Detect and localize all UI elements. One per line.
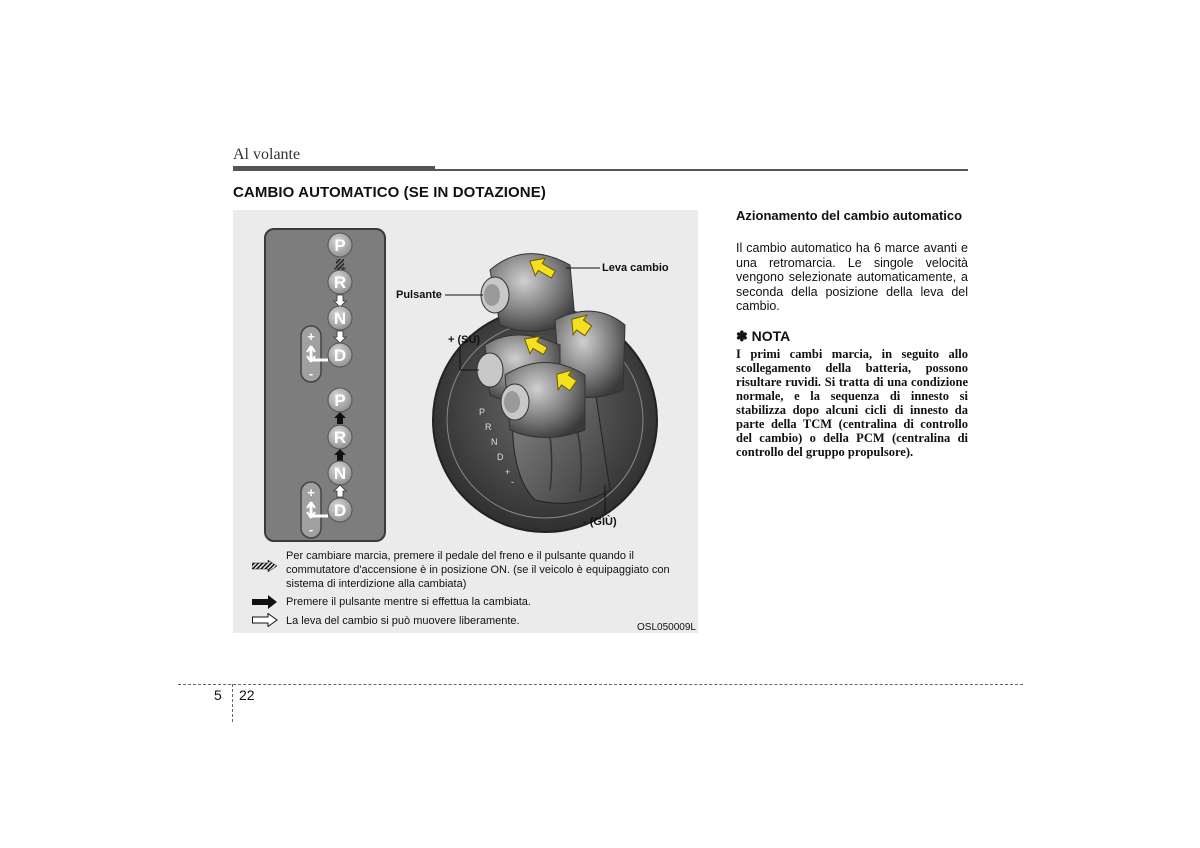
gear-shifter-illustration (395, 230, 695, 540)
outline-arrow-icon (334, 295, 346, 307)
legend-text-black: Premere il pulsante mentre si effettua la cambiata. (286, 596, 531, 608)
footer-divider (232, 684, 233, 722)
gear-n-label: N (333, 464, 347, 483)
hatched-arrow-icon (252, 560, 278, 572)
black-arrow-icon (334, 449, 346, 461)
header-bar (233, 166, 435, 171)
plus-sign: + (307, 485, 315, 500)
black-arrow-icon (334, 412, 346, 424)
page-chapter-number: 5 (214, 687, 222, 703)
gear-n-label: N (333, 309, 347, 328)
shift-button (477, 353, 503, 387)
console-mark-d: D (497, 452, 504, 462)
console-mark-minus: - (511, 477, 514, 487)
legend-text-hatched: Per cambiare marcia, premere il pedale del freno e il pulsante quando il commutatore d'accensione è in posizione ON. (se il veicolo è equipaggiato con sistema di interdizione alla cambiata) (286, 550, 670, 590)
page-number: 22 (239, 687, 255, 703)
minus-sign: - (308, 522, 314, 537)
black-arrow-icon (252, 595, 278, 609)
console-mark-p: P (479, 407, 486, 417)
gear-d-label: D (333, 501, 347, 520)
plus-sign: + (307, 329, 315, 344)
gear-d-label: D (333, 346, 347, 365)
callout-su: + (SU) (448, 334, 481, 346)
console-mark-n: N (491, 437, 498, 447)
hatched-arrow-icon (336, 259, 344, 269)
outline-arrow-icon (252, 613, 278, 627)
nota-body: I primi cambi marcia, in seguito allo scollegamento della batteria, possono risultare ruvidi. Si tratta di una condizione normale, e la sequenza di innesto si stabilizza dopo alcuni cicli di innesto da parte della TCM (centralina di controllo del cambio) o della PCM (centralina di controllo del gruppo propulsore). (736, 347, 968, 459)
callout-giu: - (GIÙ) (583, 516, 617, 528)
legend-text-outline: La leva del cambio si può muovere liberamente. (286, 615, 520, 627)
header-rule (435, 169, 968, 171)
subsection-heading: Azionamento del cambio automatico (736, 208, 963, 223)
gear-r-label: R (333, 273, 347, 292)
section-title: CAMBIO AUTOMATICO (SE IN DOTAZIONE) (233, 184, 546, 201)
outline-arrow-icon (334, 331, 346, 343)
gear-r-label: R (333, 428, 347, 447)
callout-pulsante: Pulsante (396, 289, 442, 301)
gear-p-label: P (334, 236, 346, 255)
gear-p-label: P (334, 391, 346, 410)
console-mark-r: R (485, 422, 492, 432)
minus-sign: - (308, 366, 314, 381)
gear-pattern-diagram (264, 228, 386, 542)
footer-rule (178, 684, 1023, 685)
chapter-title: Al volante (233, 146, 301, 163)
outline-arrow-icon (334, 485, 346, 497)
nota-title: ✽ NOTA (736, 328, 791, 344)
subsection-body: Il cambio automatico ha 6 marce avanti e una retromarcia. Le singole velocità vengono selezionate automaticamente, a seconda della posizione della leva del cambio. (736, 241, 968, 313)
console-mark-plus: + (505, 467, 511, 477)
callout-leva-cambio: Leva cambio (602, 262, 669, 274)
figure-code: OSL050009L (637, 622, 696, 633)
